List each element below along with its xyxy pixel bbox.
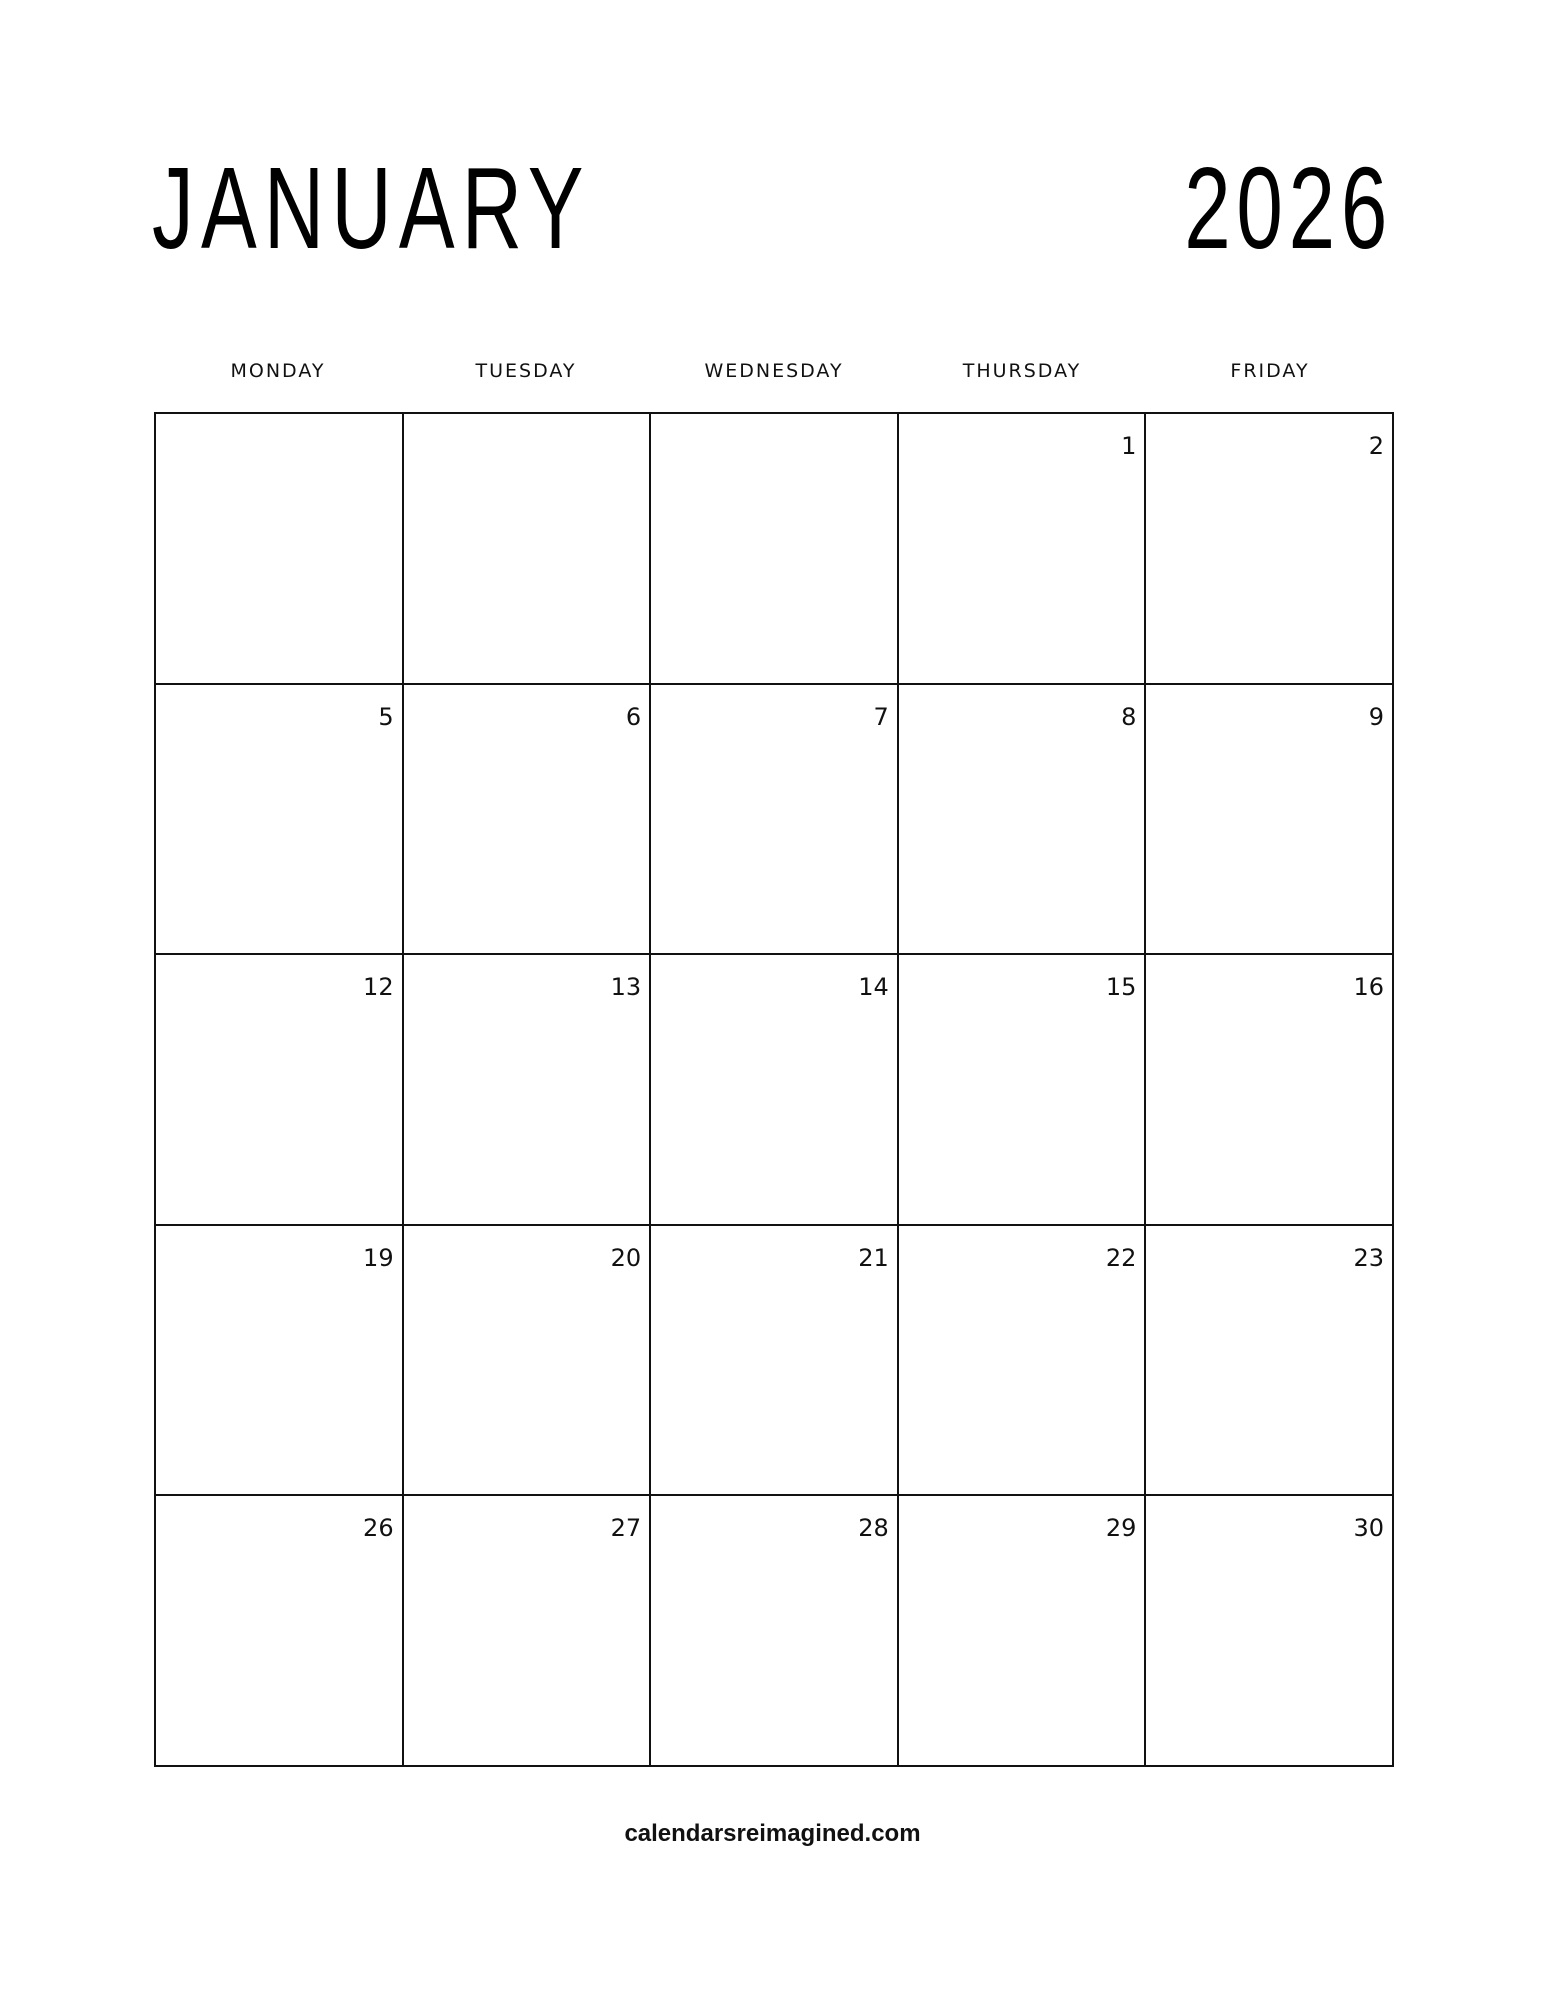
day-cell	[404, 955, 652, 1226]
day-number: 23	[1353, 1243, 1384, 1272]
day-number: 27	[610, 1514, 642, 1543]
day-number: 12	[363, 973, 394, 1002]
day-cell	[1146, 1226, 1394, 1497]
day-cell	[1146, 1496, 1394, 1767]
weekday-thursday: THURSDAY	[962, 360, 1082, 382]
day-number: 9	[1368, 702, 1384, 731]
day-cell	[899, 414, 1147, 685]
day-cell	[899, 1496, 1147, 1767]
day-cell	[651, 1226, 899, 1497]
year-title: 2026	[1184, 143, 1393, 273]
day-number: 7	[873, 702, 889, 731]
day-cell	[1146, 955, 1394, 1226]
day-number: 30	[1353, 1514, 1384, 1543]
footer-website: calendarsreimagined.com	[624, 1820, 921, 1847]
day-cell	[1146, 685, 1394, 956]
day-cell	[651, 414, 899, 685]
day-cell	[156, 955, 404, 1226]
weekday-monday: MONDAY	[230, 360, 326, 382]
day-number: 22	[1105, 1243, 1137, 1272]
day-cell	[899, 1226, 1147, 1497]
day-number: 28	[858, 1514, 889, 1543]
day-number: 6	[625, 702, 642, 731]
weekday-tuesday: TUESDAY	[475, 360, 577, 382]
day-cell	[899, 955, 1147, 1226]
day-cell	[156, 414, 404, 685]
day-number: 15	[1105, 973, 1137, 1002]
day-cell	[156, 1226, 404, 1497]
weekday-friday: FRIDAY	[1230, 360, 1310, 382]
day-number: 5	[378, 702, 394, 731]
day-number: 13	[610, 973, 642, 1002]
day-number: 29	[1105, 1514, 1137, 1543]
day-number: 20	[610, 1243, 642, 1272]
day-number: 21	[858, 1243, 889, 1272]
day-cell	[156, 1496, 404, 1767]
day-number: 2	[1368, 432, 1384, 460]
day-cell	[404, 685, 652, 956]
day-number: 26	[363, 1514, 394, 1543]
day-cell	[156, 685, 404, 956]
day-cell	[404, 1496, 652, 1767]
day-cell	[651, 1496, 899, 1767]
day-cell	[899, 685, 1147, 956]
day-number: 14	[858, 973, 889, 1002]
day-cell	[1146, 414, 1394, 685]
weekday-header	[154, 360, 1394, 382]
day-number: 1	[1121, 432, 1137, 460]
day-number: 19	[363, 1243, 394, 1272]
day-number: 16	[1353, 973, 1384, 1002]
day-cell	[651, 685, 899, 956]
day-cell	[404, 414, 652, 685]
calendar-grid	[154, 412, 1394, 1767]
day-number: 8	[1121, 702, 1137, 731]
month-title: JANUARY	[152, 143, 591, 273]
day-cell	[404, 1226, 652, 1497]
weekday-wednesday: WEDNESDAY	[704, 360, 844, 382]
day-cell	[651, 955, 899, 1226]
